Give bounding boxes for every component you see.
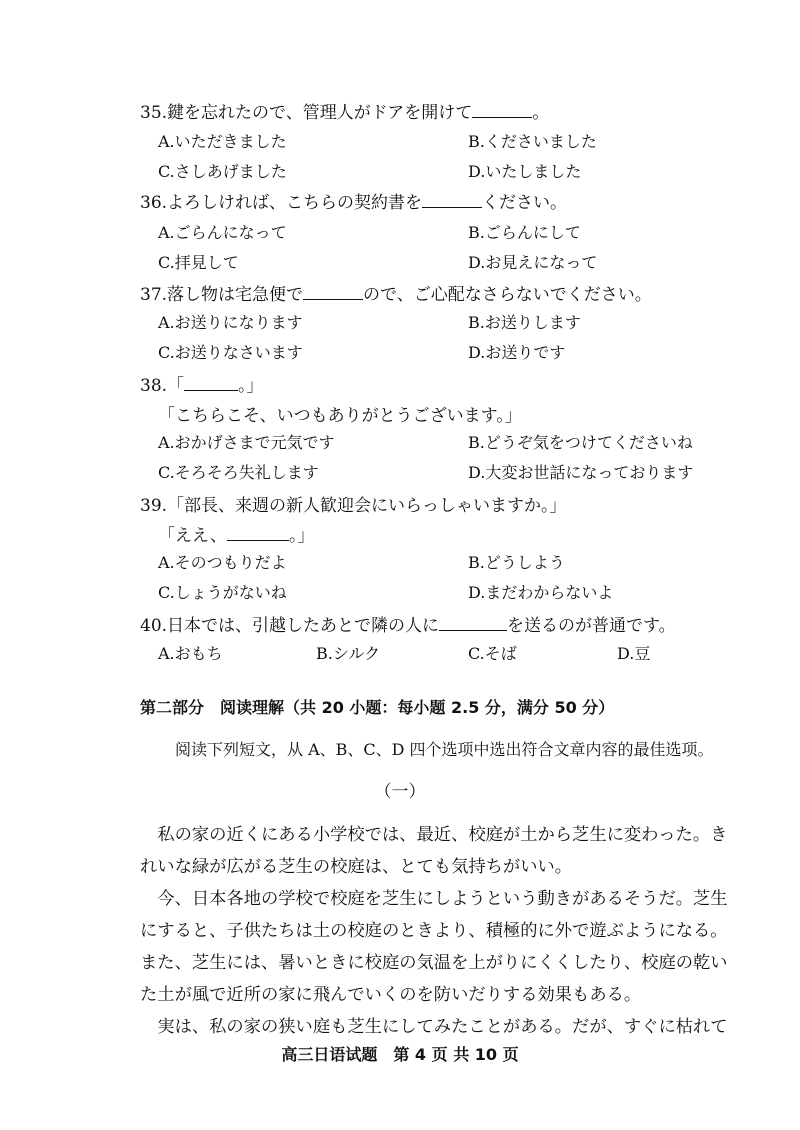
option-d: D.お送りです bbox=[468, 343, 566, 362]
instruction: 阅读下列短文，从 A、B、C、D 四个选项中选出符合文章内容的最佳选项。 bbox=[175, 740, 714, 759]
question-text-end: 。 bbox=[532, 103, 550, 123]
question-text: よろしければ、こちらの契約書を bbox=[167, 193, 423, 213]
option-c: C.そろそろ失礼します bbox=[158, 463, 319, 482]
question-38 bbox=[140, 371, 264, 396]
option-d: D.豆 bbox=[617, 644, 651, 663]
question-number: 40. bbox=[140, 616, 168, 636]
option-a: A.ごらんになって bbox=[158, 223, 287, 242]
question-number: 38. bbox=[140, 376, 168, 396]
question-36 bbox=[140, 188, 567, 213]
question-37 bbox=[140, 280, 652, 305]
question-text: 落し物は宅急便で bbox=[167, 285, 304, 305]
option-c: C.そば bbox=[468, 644, 517, 663]
page-footer: 高三日语试题 第 4 页 共 10 页 bbox=[281, 1045, 519, 1064]
answer-blank bbox=[422, 193, 482, 208]
option-b: B.くださいました bbox=[468, 132, 597, 151]
question-text-end: ください。 bbox=[482, 193, 568, 213]
option-b: B.お送りします bbox=[468, 313, 581, 332]
option-d: D.いたしました bbox=[468, 162, 582, 181]
passage-line: にすると、子供たちは土の校庭のときより、積極的に外で遊ぶようになる。 bbox=[140, 921, 728, 941]
question-number: 39. bbox=[140, 496, 168, 516]
dialogue-reply: 「こちらこそ、いつもありがとうございます。」 bbox=[158, 406, 522, 426]
option-b: B.どうぞ気をつけてくださいね bbox=[468, 433, 693, 452]
question-text-end: 。」 bbox=[238, 376, 264, 396]
passage-line: また、芝生には、暑いときに校庭の気温を上がりにくくしたり、校庭の乾い bbox=[140, 953, 728, 973]
question-number: 37. bbox=[140, 285, 168, 305]
answer-blank bbox=[184, 376, 238, 391]
option-b: B.ごらんにして bbox=[468, 223, 581, 242]
question-35 bbox=[140, 98, 549, 123]
option-d: D.まだわからないよ bbox=[468, 583, 614, 602]
passage-number: （一） bbox=[374, 782, 426, 802]
passage-line: 私の家の近くにある小学校では、最近、校庭が土から芝生に変わった。き bbox=[140, 825, 728, 845]
section-title: 第二部分 阅读理解（共 20 小题：每小题 2.5 分，满分 50 分） bbox=[140, 698, 615, 717]
option-b: B.どうしよう bbox=[468, 553, 565, 572]
option-d: D.お見えになって bbox=[468, 253, 598, 272]
option-a: A.そのつもりだよ bbox=[158, 553, 287, 572]
question-40 bbox=[140, 611, 676, 636]
answer-blank bbox=[439, 616, 507, 631]
dialogue-reply bbox=[158, 521, 315, 546]
option-c: C.さしあげました bbox=[158, 162, 287, 181]
question-text: 鍵を忘れたので、管理人がドアを開けて bbox=[167, 103, 473, 123]
option-c: C.しょうがないね bbox=[158, 583, 287, 602]
question-39 bbox=[140, 491, 567, 516]
question-text-end: を送るのが普通です。 bbox=[507, 616, 676, 636]
option-a: A.お送りになります bbox=[158, 313, 303, 332]
question-text-end: ので、ご心配なさらないでください。 bbox=[363, 285, 652, 305]
option-a: A.いただきました bbox=[158, 132, 287, 151]
question-text: 日本では、引越したあとで隣の人に bbox=[167, 616, 440, 636]
option-a: A.おかげさまで元気です bbox=[158, 433, 335, 452]
option-b: B.シルク bbox=[316, 644, 381, 663]
answer-blank bbox=[472, 103, 532, 118]
answer-blank bbox=[303, 285, 363, 300]
question-number: 35. bbox=[140, 103, 168, 123]
option-c: C.お送りなさいます bbox=[158, 343, 303, 362]
passage-line: た土が風で近所の家に飛んでいくのを防いだりする効果もある。 bbox=[140, 985, 642, 1005]
option-c: C.拝見して bbox=[158, 253, 239, 272]
passage-line: 実は、私の家の狭い庭も芝生にしてみたことがある。だが、すぐに枯れて bbox=[140, 1017, 728, 1037]
question-number: 36. bbox=[140, 193, 168, 213]
question-text: 「部長、来週の新人歓迎会にいらっしゃいますか。」 bbox=[167, 496, 567, 516]
reply-text-end: 。」 bbox=[289, 526, 315, 546]
option-a: A.おもち bbox=[158, 644, 223, 663]
answer-blank bbox=[227, 526, 289, 541]
passage-line: 今、日本各地の学校で校庭を芝生にしようという動きがあるそうだ。芝生 bbox=[140, 889, 728, 909]
question-text: 「 bbox=[167, 376, 185, 396]
option-d: D.大変お世話になっております bbox=[468, 463, 694, 482]
reply-text: 「ええ、 bbox=[158, 526, 228, 546]
passage-line: れいな緑が広がる芝生の校庭は、とても気持ちがいい。 bbox=[140, 857, 573, 877]
